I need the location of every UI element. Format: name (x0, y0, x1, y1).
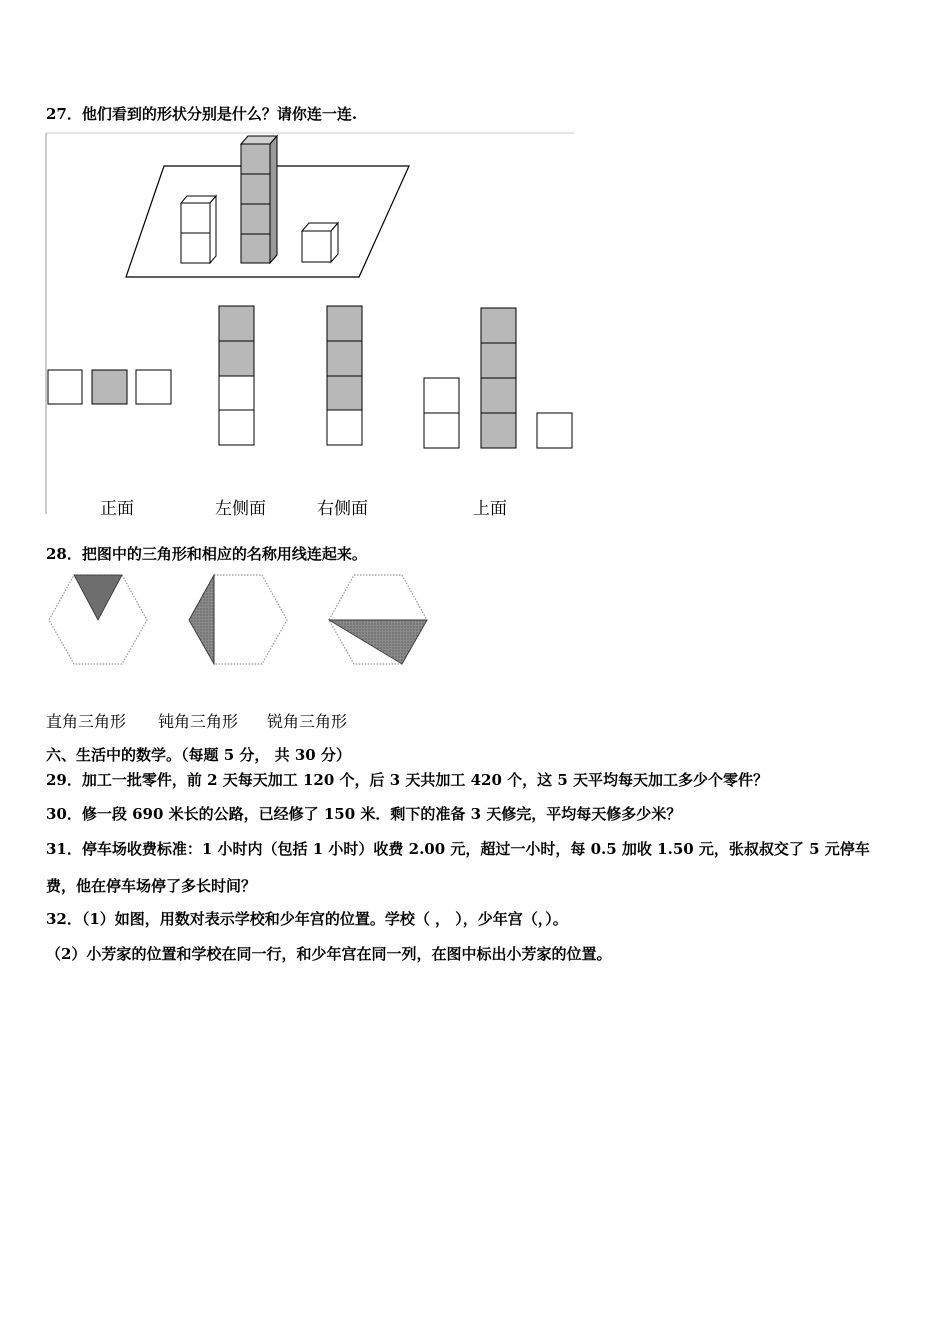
cube-single-right (302, 223, 338, 262)
top-view (424, 308, 572, 448)
name-acute-triangle: 锐角三角形 (267, 712, 348, 731)
q27-text: 27．他们看到的形状分别是什么？请你连一连. (46, 105, 358, 123)
q28-figure (44, 572, 444, 672)
q30-text: 30．修一段 690 米长的公路，已经修了 150 米．剩下的准备 3 天修完，平均每天修多少米？ (46, 805, 682, 823)
q32-text-line2: （2）小芳家的位置和学校在同一行，和少年宫在同一列，在图中标出小芳家的位置。 (46, 945, 612, 963)
name-obtuse-triangle: 钝角三角形 (158, 712, 239, 731)
label-front: 正面 (100, 499, 134, 519)
cube-stack-left (181, 196, 216, 263)
hexagon-obtuse-triangle (329, 575, 427, 664)
cube-stack-middle (241, 136, 277, 263)
label-top: 上面 (473, 499, 507, 519)
hexagon-acute-triangle (49, 575, 147, 664)
q31-text-line2: 费，他在停车场停了多长时间？ (46, 877, 257, 895)
label-right-side: 右侧面 (317, 499, 368, 519)
label-left-side: 左侧面 (215, 499, 266, 519)
right-side-view (327, 306, 362, 445)
q31-text-line1: 31．停车场收费标准：1 小时内（包括 1 小时）收费 2.00 元，超过一小时，每 0.5 加收 1.50 元，张叔叔交了 5 元停车 (46, 840, 870, 858)
right-triangle (189, 575, 214, 664)
left-side-view (219, 306, 254, 445)
q32-text-line1: 32．（1）如图，用数对表示学校和少年宫的位置。学校（ ， ），少年宫（，）。 (46, 910, 568, 928)
q28-text: 28．把图中的三角形和相应的名称用线连起来。 (46, 545, 367, 563)
acute-triangle (74, 575, 122, 620)
obtuse-triangle (329, 620, 427, 664)
hexagon-right-triangle (189, 575, 287, 664)
q27-figure (44, 130, 584, 520)
section6-heading: 六、生活中的数学。（每题 5 分， 共 30 分） (46, 746, 351, 764)
name-right-triangle: 直角三角形 (46, 712, 127, 731)
front-view (48, 370, 171, 404)
q29-text: 29．加工一批零件，前 2 天每天加工 120 个，后 3 天共加工 420 个，这 5 天平均每天加工多少个零件？ (46, 771, 769, 789)
